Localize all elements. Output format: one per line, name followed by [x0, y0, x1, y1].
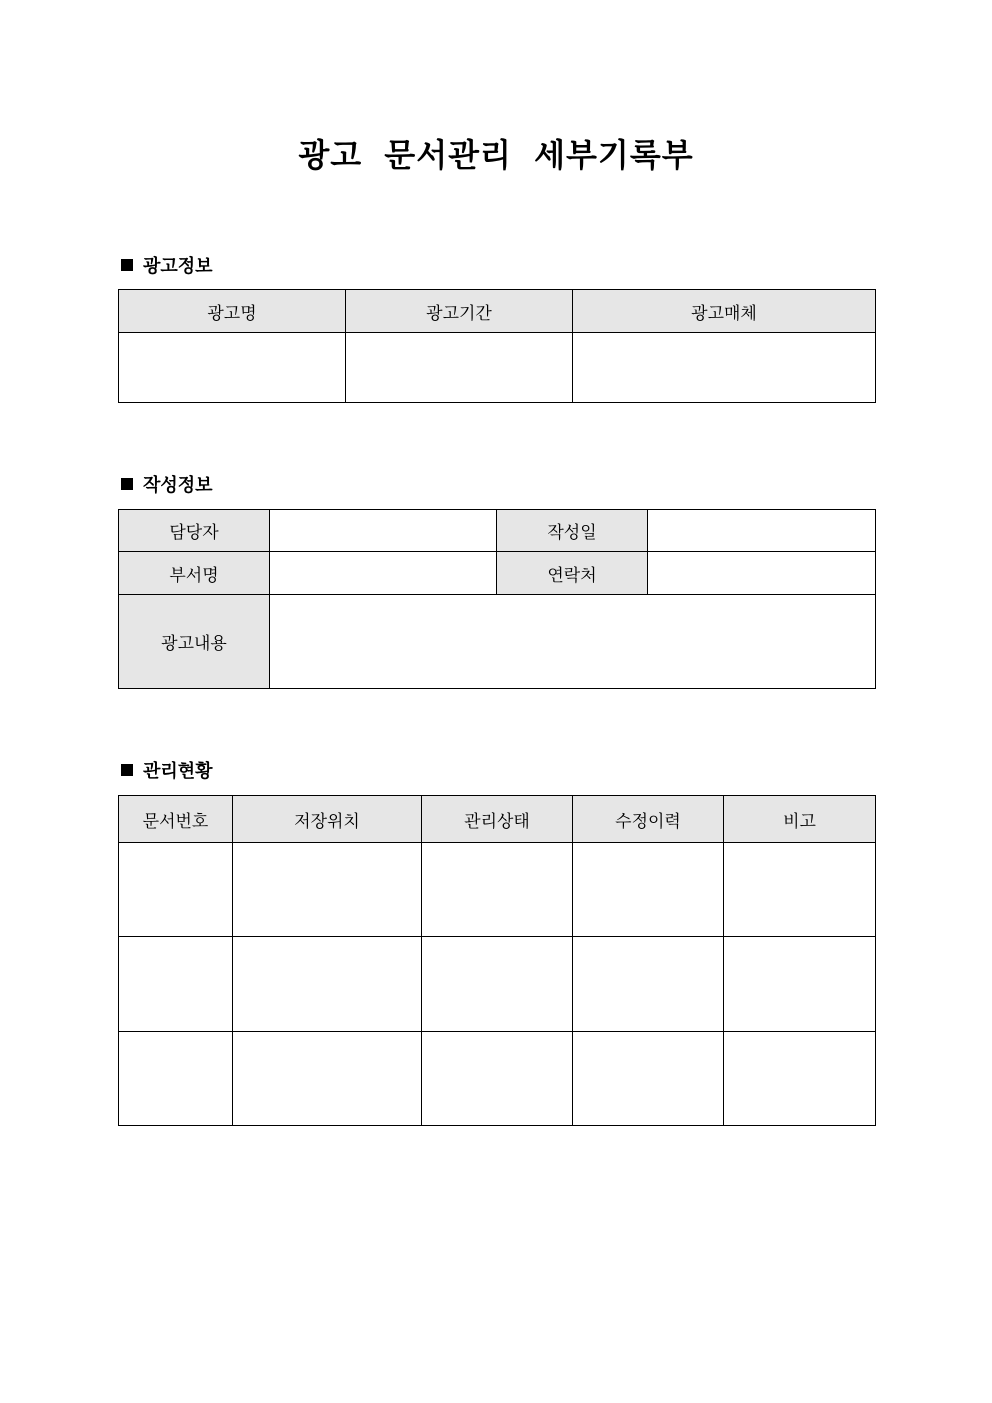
section-heading-management-status	[119, 758, 213, 782]
doc-number-cell[interactable]	[119, 843, 233, 937]
storage-location-cell[interactable]	[233, 1032, 422, 1126]
label-department: 부서명	[119, 552, 270, 595]
doc-number-cell[interactable]	[119, 1032, 233, 1126]
label-ad-content: 광고내용	[119, 595, 270, 689]
header-ad-media: 광고매체	[573, 290, 876, 333]
label-manager: 담당자	[119, 510, 270, 552]
section-heading-ad-info	[119, 253, 213, 277]
table-row	[119, 552, 876, 595]
square-bullet-icon	[121, 478, 133, 490]
square-bullet-icon	[121, 259, 133, 271]
ad-info-table	[118, 289, 876, 403]
section-heading-writer-info	[119, 472, 213, 496]
management-status-table	[118, 795, 876, 1126]
header-ad-name: 광고명	[119, 290, 346, 333]
table-row	[119, 510, 876, 552]
management-state-cell[interactable]	[422, 937, 573, 1032]
header-remarks: 비고	[724, 796, 876, 843]
table-row	[119, 1032, 876, 1126]
header-ad-period: 광고기간	[346, 290, 573, 333]
manager-field[interactable]	[270, 510, 497, 552]
page-title: 광고 문서관리 세부기록부	[298, 136, 694, 174]
label-date: 작성일	[497, 510, 648, 552]
ad-media-field[interactable]	[573, 333, 876, 403]
revision-history-cell[interactable]	[573, 843, 724, 937]
header-management-state: 관리상태	[422, 796, 573, 843]
section-heading-label: 관리현황	[143, 761, 213, 782]
section-heading-label: 작성정보	[143, 475, 213, 496]
ad-content-field[interactable]	[270, 595, 876, 689]
storage-location-cell[interactable]	[233, 937, 422, 1032]
header-revision-history: 수정이력	[573, 796, 724, 843]
writer-info-table	[118, 509, 876, 689]
table-row	[119, 333, 876, 403]
table-header-row	[119, 290, 876, 333]
management-state-cell[interactable]	[422, 1032, 573, 1126]
table-row	[119, 843, 876, 937]
remarks-cell[interactable]	[724, 937, 876, 1032]
department-field[interactable]	[270, 552, 497, 595]
ad-period-field[interactable]	[346, 333, 573, 403]
contact-field[interactable]	[648, 552, 876, 595]
storage-location-cell[interactable]	[233, 843, 422, 937]
square-bullet-icon	[121, 764, 133, 776]
revision-history-cell[interactable]	[573, 1032, 724, 1126]
management-state-cell[interactable]	[422, 843, 573, 937]
table-row	[119, 937, 876, 1032]
header-doc-number: 문서번호	[119, 796, 233, 843]
section-heading-label: 광고정보	[143, 256, 213, 277]
doc-number-cell[interactable]	[119, 937, 233, 1032]
label-contact: 연락처	[497, 552, 648, 595]
table-row	[119, 595, 876, 689]
revision-history-cell[interactable]	[573, 937, 724, 1032]
header-storage-location: 저장위치	[233, 796, 422, 843]
remarks-cell[interactable]	[724, 843, 876, 937]
remarks-cell[interactable]	[724, 1032, 876, 1126]
date-field[interactable]	[648, 510, 876, 552]
table-header-row	[119, 796, 876, 843]
ad-name-field[interactable]	[119, 333, 346, 403]
